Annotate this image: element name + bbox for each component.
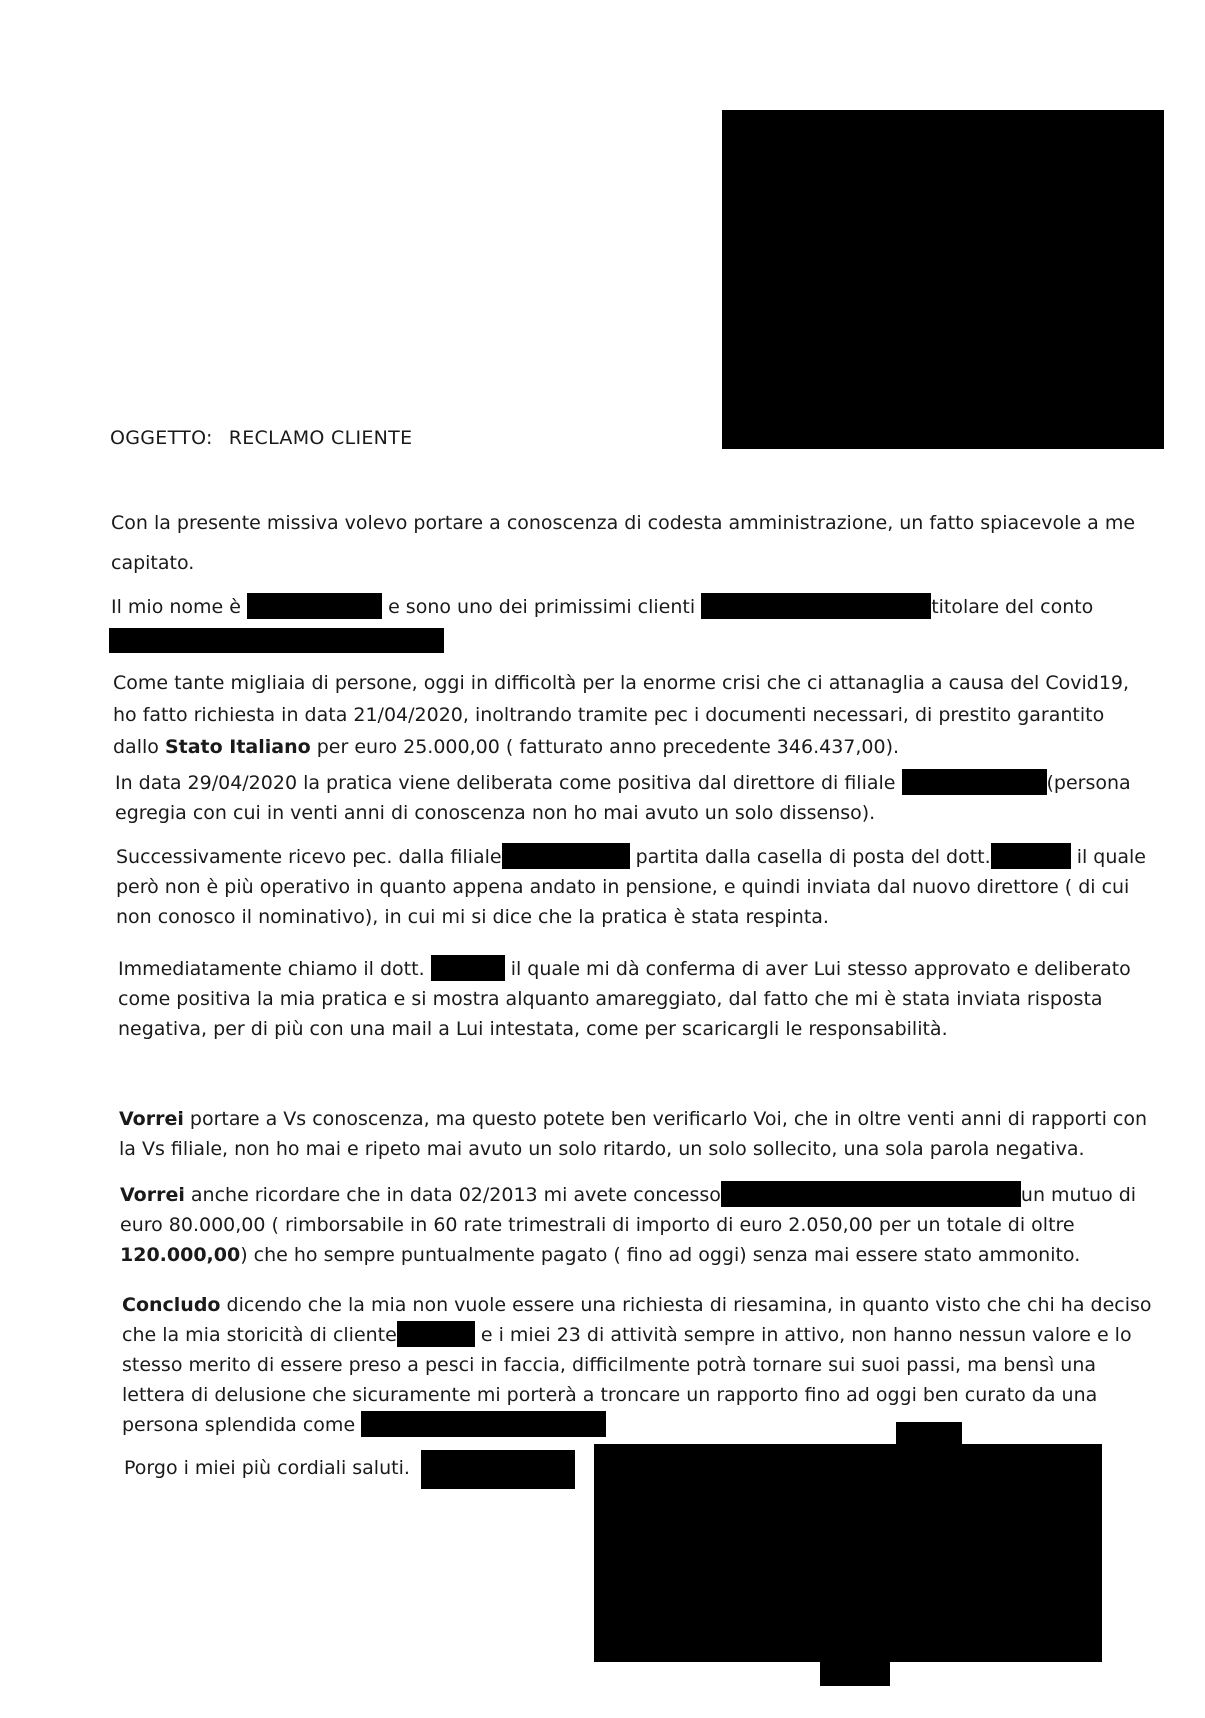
text-line: egregia con cui in venti anni di conoscenza non ho mai avuto un solo dissenso). (115, 802, 876, 824)
text-fragment: un mutuo di (1020, 1184, 1137, 1206)
redacted-director-name (902, 769, 1047, 795)
text-line: però non è più operativo in quanto appena andato in pensione, e quindi inviata dal nuovo direttore ( di cui (116, 876, 1130, 898)
subject-value: RECLAMO CLIENTE (228, 427, 413, 449)
text-fragment: persona splendida come (122, 1414, 356, 1436)
redacted-signature-name (421, 1450, 575, 1489)
text-fragment: (persona (1046, 772, 1131, 794)
text-fragment: Il mio nome è (111, 596, 241, 618)
text-line: stesso merito di essere preso a pesci in faccia, difficilmente potrà tornare sui suoi passi, ma bensì una (122, 1354, 1097, 1376)
text-fragment-bold: Vorrei (120, 1184, 185, 1206)
redacted-bank-name (397, 1321, 475, 1347)
redacted-account-number (109, 628, 444, 653)
text-line: Con la presente missiva volevo portare a conoscenza di codesta amministrazione, un fatto spiacevole a me (111, 512, 1136, 534)
redacted-branch-name (502, 843, 630, 869)
text-fragment: Successivamente ricevo pec. dalla filiale (116, 846, 502, 868)
text-line: capitato. (111, 552, 195, 574)
text-fragment: Immediatamente chiamo il dott. (118, 958, 425, 980)
closing-text: Porgo i miei più cordiali saluti. (124, 1457, 410, 1479)
text-fragment-bold: Stato Italiano (164, 736, 311, 758)
text-fragment: e sono uno dei primissimi clienti (388, 596, 696, 618)
text-fragment: dallo (113, 736, 159, 758)
text-fragment: ) che ho sempre puntualmente pagato ( fino ad oggi) senza mai essere stato ammonito. (240, 1244, 1081, 1266)
redacted-doctor-name (991, 843, 1071, 869)
text-line: come positiva la mia pratica e si mostra alquanto amareggiato, dal fatto che mi è stata inviata risposta (118, 988, 1103, 1010)
text-fragment-bold: 120.000,00 (120, 1244, 241, 1266)
text-fragment: partita dalla casella di posta del dott. (635, 846, 991, 868)
subject-line (110, 423, 412, 453)
text-line: la Vs filiale, non ho mai e ripeto mai avuto un solo ritardo, un solo sollecito, una sola parola negativa. (119, 1138, 1085, 1160)
text-fragment: dicendo che la mia non vuole essere una richiesta di riesamina, in quanto visto che chi ha deciso (226, 1294, 1152, 1316)
text-line: euro 80.000,00 ( rimborsabile in 60 rate trimestrali di importo di euro 2.050,00 per un totale di oltre (120, 1214, 1075, 1236)
text-line: ho fatto richiesta in data 21/04/2020, inoltrando tramite pec i documenti necessari, di prestito garantito (113, 704, 1105, 726)
text-fragment-bold: Concludo (122, 1294, 221, 1316)
redacted-name (247, 593, 382, 619)
text-fragment: portare a Vs conoscenza, ma questo potete ben verificarlo Voi, che in oltre venti anni di rapporti con (189, 1108, 1148, 1130)
redacted-signature-stamp (594, 1444, 1102, 1662)
subject-label: OGGETTO: (110, 427, 213, 449)
text-line: negativa, per di più con una mail a Lui intestata, come per scaricargli le responsabilità. (118, 1018, 948, 1040)
redacted-address-block (722, 110, 1164, 449)
text-fragment: per euro 25.000,00 ( fatturato anno precedente 346.437,00). (316, 736, 900, 758)
text-fragment: che la mia storicità di cliente (122, 1324, 397, 1346)
text-fragment: il quale (1076, 846, 1146, 868)
text-line: non conosco il nominativo), in cui mi si dice che la pratica è stata respinta. (116, 906, 829, 928)
text-fragment: In data 29/04/2020 la pratica viene deliberata come positiva dal direttore di filiale (115, 772, 896, 794)
text-fragment: anche ricordare che in data 02/2013 mi avete concesso (190, 1184, 721, 1206)
text-line: Come tante migliaia di persone, oggi in difficoltà per la enorme crisi che ci attanaglia a causa del Covid19, (113, 672, 1130, 694)
redacted-bank-name (701, 593, 931, 619)
text-fragment: il quale mi dà conferma di aver Lui stesso approvato e deliberato (510, 958, 1131, 980)
redacted-bank-name (721, 1181, 1021, 1207)
text-line: lettera di delusione che sicuramente mi porterà a troncare un rapporto fino ad oggi ben curato da una (122, 1384, 1098, 1406)
text-fragment-bold: Vorrei (119, 1108, 184, 1130)
redacted-stamp-top (896, 1422, 962, 1446)
redacted-stamp-bottom (820, 1660, 890, 1686)
text-fragment: titolare del conto (931, 596, 1094, 618)
redacted-doctor-name (431, 955, 505, 981)
redacted-person-name (361, 1411, 606, 1437)
text-fragment: e i miei 23 di attività sempre in attivo, non hanno nessun valore e lo (480, 1324, 1132, 1346)
